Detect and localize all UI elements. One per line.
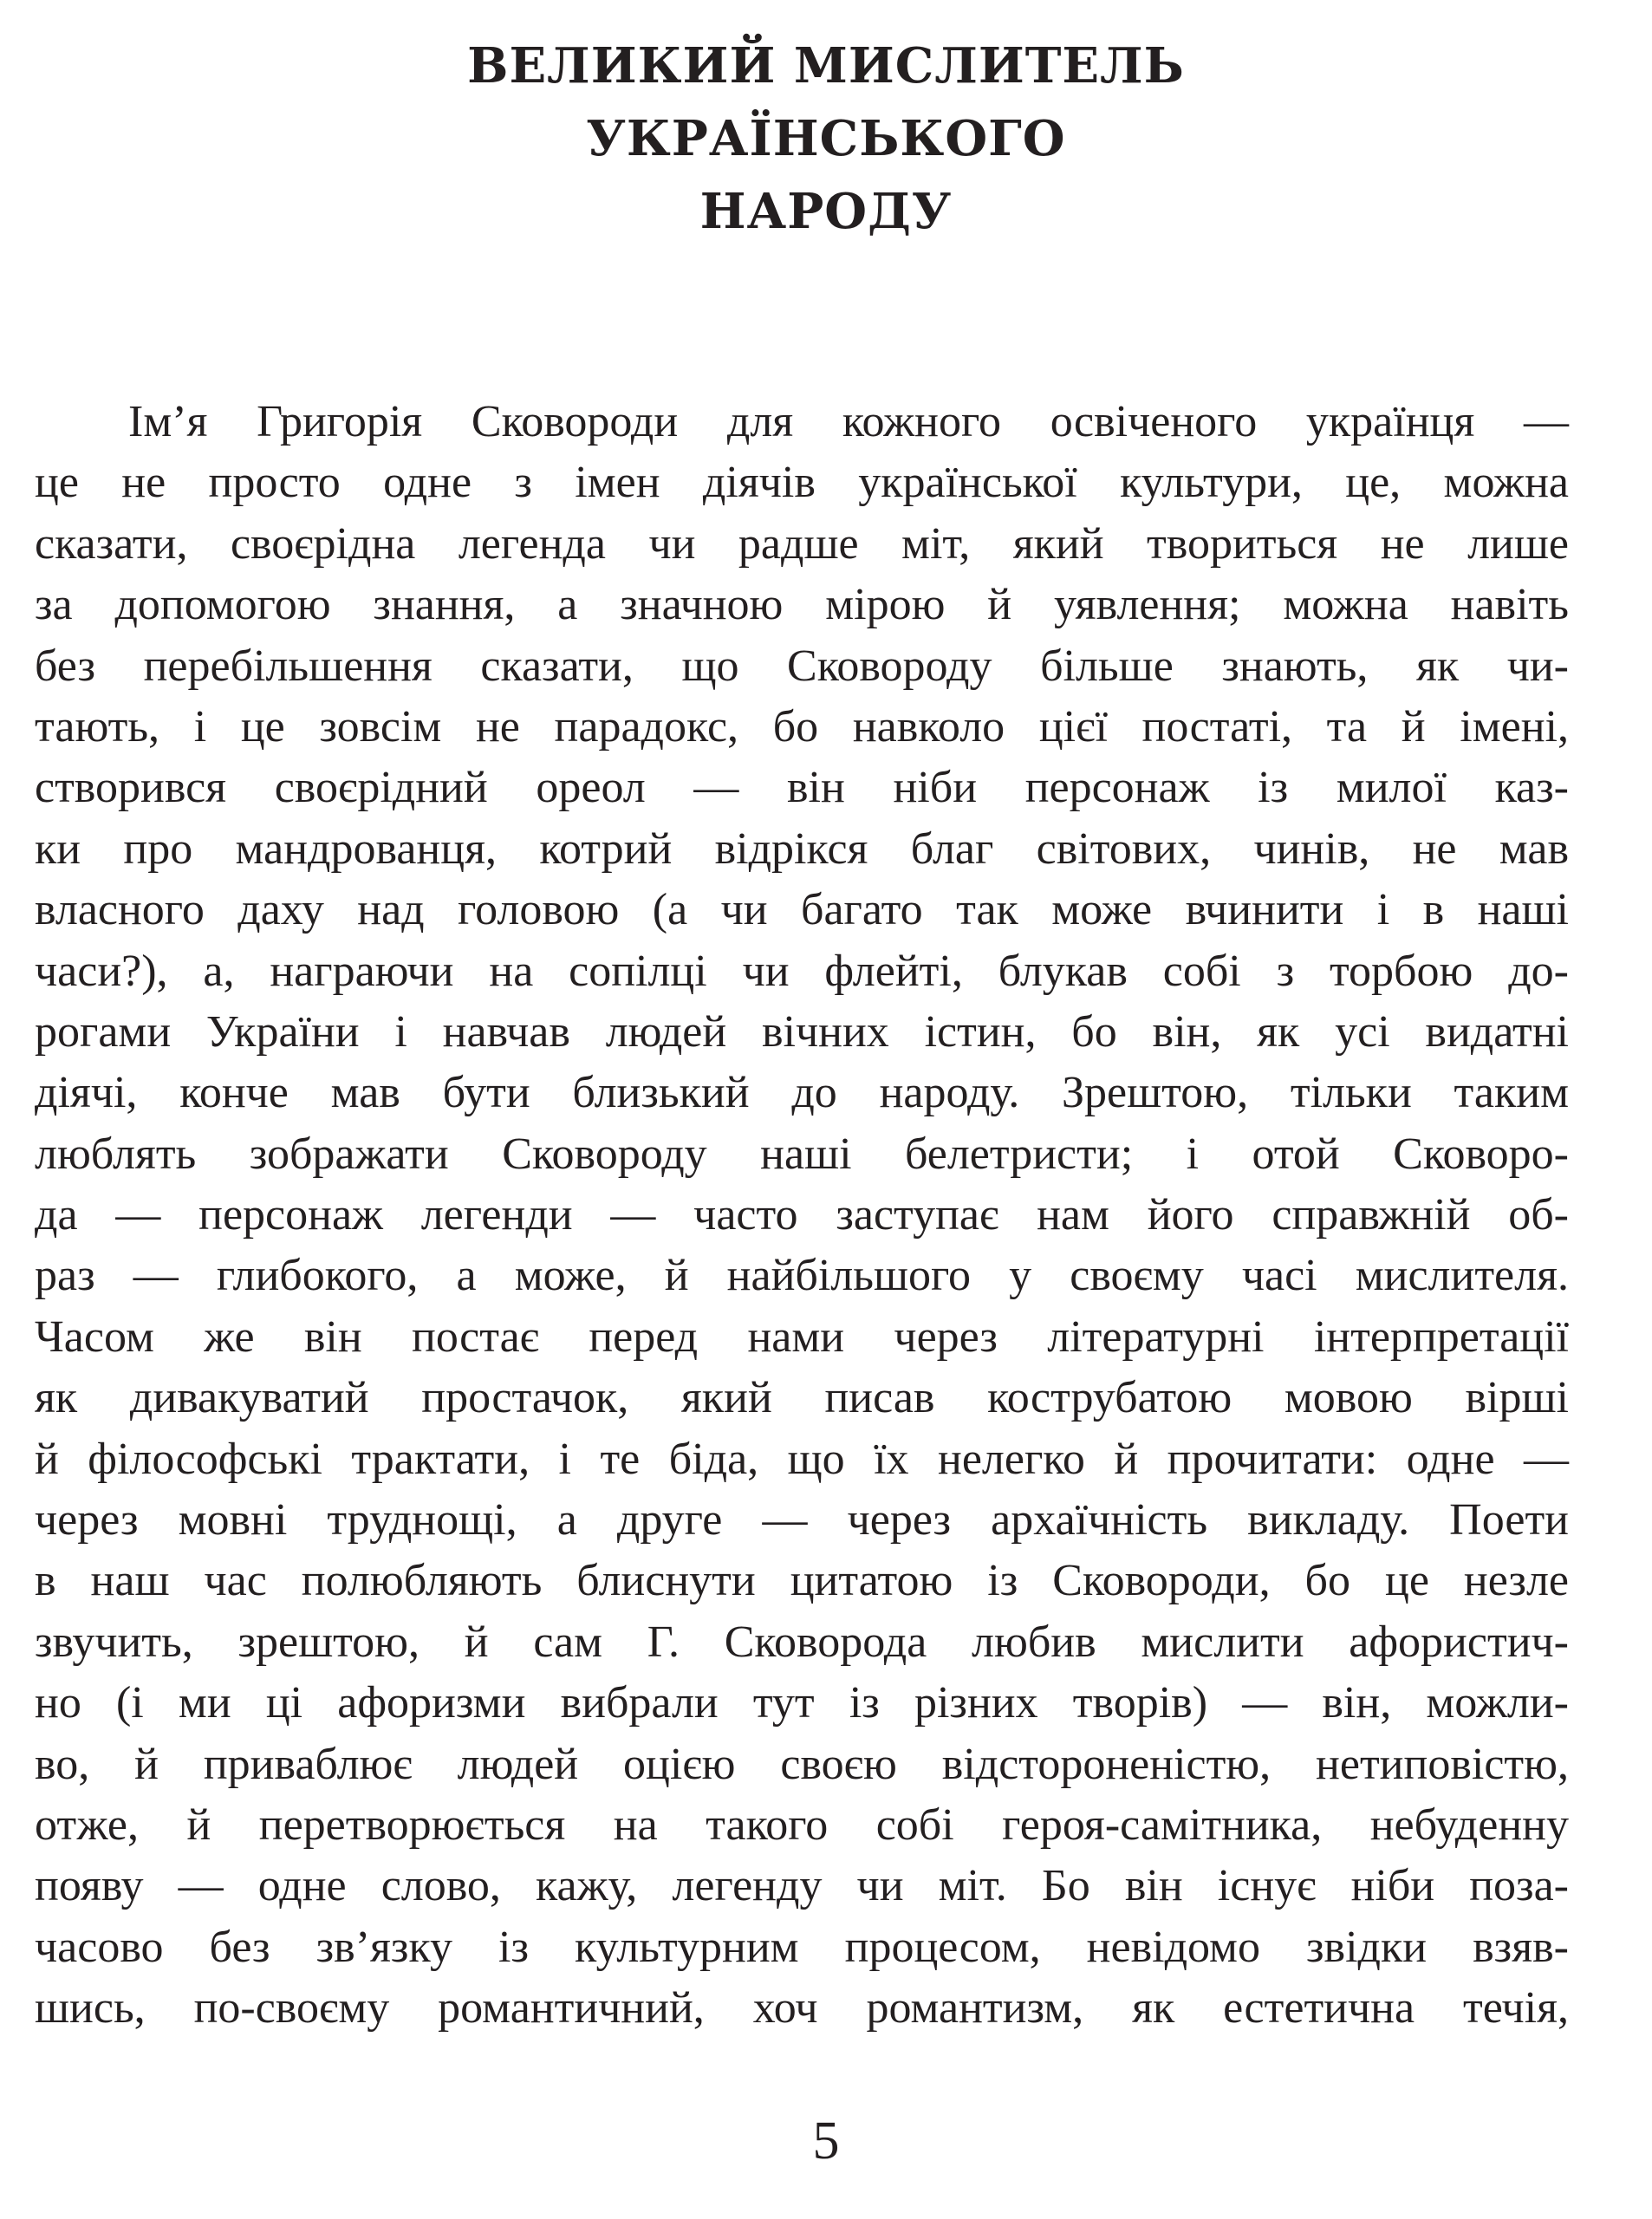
chapter-title-line-1: ВЕЛИКИЙ МИСЛИТЕЛЬ: [467, 37, 1185, 94]
text-line: діячі, конче мав бути близький до народу. Зрештою, тільки таким: [35, 1068, 1569, 1118]
text-line: появу — одне слово, кажу, легенду чи міт. Бо він існує ніби поза-: [35, 1861, 1569, 1911]
text-line: тають, і це зовсім не парадокс, бо навколо цієї постаті, та й імені,: [35, 701, 1569, 752]
text-line: Ім’я Григорія Сковороди для кожного освіченого українця —: [128, 397, 1569, 446]
text-line: через мовні труднощі, а друге — через архаїчність викладу. Поети: [35, 1495, 1569, 1545]
text-line: без перебільшення сказати, що Сковороду більше знають, як чи-: [35, 641, 1569, 691]
chapter-title-line-3: НАРОДУ: [699, 183, 953, 240]
text-line: шись, по-своєму романтичний, хоч романтизм, як естетична течія,: [35, 1983, 1569, 2034]
text-line: звучить, зрештою, й сам Г. Сковорода любив мислити афористич-: [35, 1617, 1569, 1667]
chapter-title-line-2: УКРАЇНСЬКОГО: [586, 110, 1066, 167]
text-line: в наш час полюбляють блиснути цитатою із Сковороди, бо це незле: [35, 1556, 1569, 1606]
text-line: Часом же він постає перед нами через літературні інтерпретації: [35, 1311, 1569, 1362]
text-line: сказати, своєрідна легенда чи радше міт, який твориться не лише: [35, 518, 1569, 569]
text-line: ки про мандрованця, котрий відрікся благ світових, чинів, не мав: [35, 823, 1569, 874]
text-line: за допомогою знання, а значною мірою й уявлення; можна навіть: [35, 580, 1569, 630]
text-line: но (і ми ці афоризми вибрали тут із різних творів) — він, можли-: [35, 1678, 1569, 1728]
text-line: да — персонаж легенди — часто заступає нам його справжній об-: [35, 1190, 1569, 1240]
text-line: власного даху над головою (а чи багато так може вчинити і в наші: [35, 885, 1569, 935]
page-number: 5: [812, 2112, 840, 2170]
text-line: й філософські трактати, і те біда, що їх нелегко й прочитати: одне —: [35, 1434, 1569, 1484]
text-line: це не просто одне з імен діячів української культури, це, можна: [35, 458, 1569, 508]
text-line: часи?), а, награючи на сопілці чи флейті, блукав собі з торбою до-: [35, 946, 1569, 996]
text-line: створився своєрідний ореол — він ніби персонаж із милої каз-: [35, 763, 1569, 813]
text-line: як дивакуватий простачок, який писав кострубатою мовою вірші: [35, 1373, 1569, 1423]
text-line: во, й приваблює людей оцією своєю відстороненістю, нетиповістю,: [35, 1739, 1569, 1789]
text-line: рогами України і навчав людей вічних істин, бо він, як усі видатні: [35, 1006, 1569, 1057]
chapter-title: [0, 29, 1652, 248]
text-line: отже, й перетворюється на такого собі героя-самітника, небуденну: [35, 1799, 1569, 1850]
text-line: раз — глибокого, а може, й найбільшого у своєму часі мислителя.: [35, 1251, 1569, 1301]
body-paragraph: [35, 392, 1569, 2040]
text-line: люблять зображати Сковороду наші белетристи; і отой Сковоро-: [35, 1129, 1569, 1179]
text-line: часово без зв’язку із культурним процесом, невідомо звідки взяв-: [35, 1922, 1569, 1972]
